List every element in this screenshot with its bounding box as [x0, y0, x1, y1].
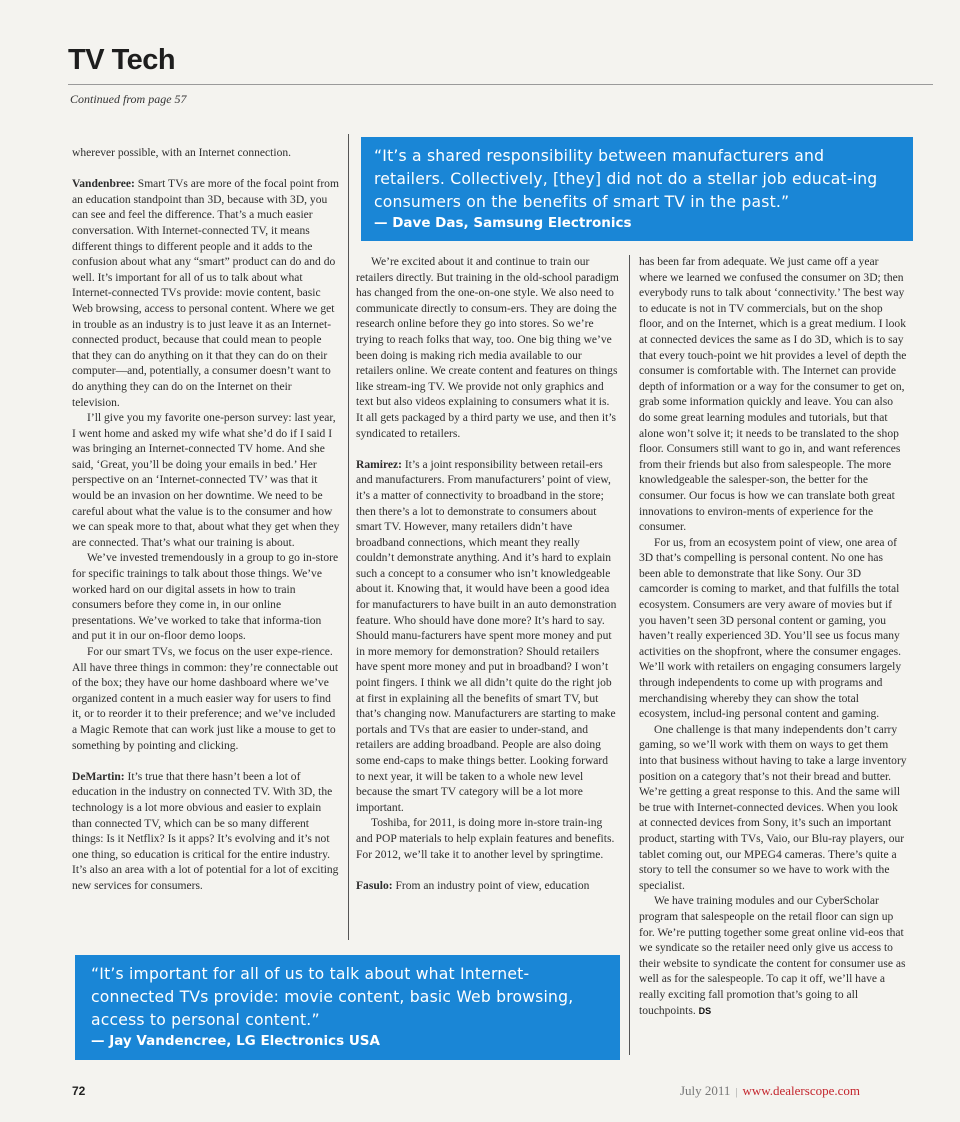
paragraph: has been far from adequate. We just came off a year where we learned we confused the consumer on 3D; then everybody runs to talk about ‘connectivity.’ The best way to educate is not in TV commercials, but on the shop floor, and on the Internet, which is a great medium. I look at connected devices the same as I do 3D, which is to say that every touch-point we hit provides a level of depth the consumer is comfortable with. The Internet can provide depth of information or a way for the consumer to get on, grab some information quickly and leave. You can also do some great learning modules and tutorials, but that alone won’t solve it; it needs to be translated to the shop floor. Consumers still want to go in, and want references from their friends but also from salespeople. The more knowledgeable the salesper-son, the better for the consumer. Our focus is how we can translate both great innovations to environ-ments of experience for the consumer. — [639, 256, 907, 534]
continued-note: Continued from page 57 — [70, 92, 187, 106]
pull-quote-text: “It’s a shared responsibility between manufacturers and retailers. Collectively, [they] did not do a stellar job educat-ing consumers on the benefits of smart TV in the past.” — [374, 147, 878, 211]
website-link[interactable]: www.dealerscope.com — [742, 1083, 860, 1098]
issue-date: July 2011 — [679, 1083, 731, 1098]
footer-info — [680, 1083, 860, 1099]
article-column-1 — [72, 146, 340, 895]
pull-quote-text: “It’s important for all of us to talk about what Internet-connected TVs provide: movie content, basic Web browsing, access to personal content.” — [91, 965, 574, 1029]
paragraph-text: It’s a joint responsibility between retail-ers and manufacturers. From manufacturers’ point of view, it’s a matter of connectivity to broadband in the store; then there’s a lot to demonstrate to consumers about smart TV. However, many retailers didn’t have broadband connections, which meant they really couldn’t demonstrate anything. And it’s hard to explain such a concept to a consumer who isn’t knowledgeable about it. Knowing that, it would have been a good idea for manufacturers to have built in an auto demonstration feature. Who should have done more? It’s hard to say. Should manu-facturers have spent more money and put in more memory for demonstration? Should retailers have spent more money and put in broadband? I won’t point fingers. I think we all didn’t quite do the right job at first in explaining all the benefits of smart TV, but that’s changing now. Manufacturers are starting to make portals and TVs that are easier to under-stand, and retailers are adding broadband. People are also doing some end-caps to make things better. Looking forward to next year, it will be taken to a whole new level because the smart TV category will be a lot more important. — [356, 458, 617, 814]
speaker-name: Fasulo: — [356, 879, 393, 892]
paragraph: We’re excited about it and continue to train our retailers directly. But training in the old-school paradigm has changed from the one-on-one style. We also need to communicate directly to consum-ers. They are doing the research online before they go into stores. So we’re trying to reach folks that way, too. One big thing we’ve been doing is making rich media available to our retailers online. We create content and features on things like stream-ing TV. We provide not only graphics and text but also videos explaining to consumers what it is. It all gets packaged by a third party we use, and then it’s syndicated to retailers. — [356, 256, 619, 440]
paragraph: wherever possible, with an Internet connection. — [72, 147, 291, 159]
speaker-name: DeMartin: — [72, 770, 125, 783]
paragraph-text: We have training modules and our CyberScholar program that salespeople on the retail floor can sign up for. We’re putting together some great online vid-eos that we syndicate so the retailer need only give us access to their website to syndicate the content for consumer use as well as for the salespeople. To cap it off, we’ll have a really exciting fall promotion that’s going to all touchpoints. — [639, 895, 906, 1017]
paragraph — [72, 177, 340, 411]
paragraph-text: It’s true that there hasn’t been a lot of education in the industry on connected TV. With 3D, the technology is a lot more obvious and easier to explain than connected TV, which can be so many different things: Is it Netflix? Is it apps? It’s evolving and it’s not one thing, so education is critical for the entire industry. It’s also an area with a lot of potential for a lot of exciting new services for consumers. — [72, 770, 339, 892]
paragraph — [639, 894, 907, 1019]
title-rule — [68, 84, 933, 85]
article-column-2 — [356, 255, 619, 894]
pull-quote-bottom — [75, 955, 620, 1060]
speaker-name: Vandenbree: — [72, 178, 135, 191]
paragraph: Toshiba, for 2011, is doing more in-store train-ing and POP materials to help explain features and benefits. For 2012, we’ll take it to another level by springtime. — [356, 817, 615, 861]
paragraph: We’ve invested tremendously in a group to go in-store for specific trainings to talk about those things. We’ve worked hard on our digital assets in how to train consumers before they come in, in our online presentations. We’ve worked to take that informa-tion and put it in our on-floor demo loops. — [72, 552, 339, 643]
paragraph — [72, 770, 340, 895]
speaker-name: Ramirez: — [356, 458, 402, 471]
column-rule-right — [629, 255, 630, 1055]
pull-quote-top — [361, 137, 913, 241]
paragraph: For our smart TVs, we focus on the user expe-rience. All have three things in common: they’re connectable out of the box; they have our home dashboard where we’ve organized content in a much easier way for users to find it, or to reorder it to their preference; and we’ve included a Magic Remote that can work just like a mouse to get to something by pointing and clicking. — [72, 646, 339, 752]
paragraph: For us, from an ecosystem point of view, one area of 3D that’s compelling is personal content. No one has been able to demonstrate that like Sony. Our 3D camcorder is coming to market, and that fulfills the total ecosystem. Consumers are very aware of movies but if you haven’t seen 3D personal content or gaming, you haven’t really experienced 3D. You’ll see us focus many activities on the shopfront, where the consumer engages. We’ll work with retailers on engaging consumers largely through independents to come up with programs and merchandising whereby they can show the total ecosystem, includ-ing personal content and gaming. — [639, 536, 902, 721]
section-title: TV Tech — [68, 44, 176, 76]
end-mark: DS — [698, 1005, 712, 1016]
pull-quote-attribution: — Dave Das, Samsung Electronics — [374, 215, 632, 231]
article-column-3 — [639, 255, 907, 1019]
column-rule-left — [348, 134, 349, 940]
paragraph-text: From an industry point of view, education — [392, 879, 590, 892]
paragraph-text: Smart TVs are more of the focal point from an education standpoint than 3D, because with 3D, you can see and feel the difference. That’s a much easier conversation. With Internet-connected TV, it means different things to different people and it adds to the confusion about what any “smart” product can do and do well. It’s important for all of us to talk about what Internet-connected TVs provide: movie content, basic Web browsing, access to personal content. Where we get in trouble as an industry is to just leave it as an Internet-connected product, because that could mean to people that they can do anything on it that they can do on their computer—and, potentially, a consumer doesn’t want to do anything they can do on the Internet on their television. — [72, 178, 339, 409]
paragraph — [356, 879, 619, 895]
page-number: 72 — [72, 1084, 86, 1098]
pull-quote-attribution: — Jay Vandencree, LG Electronics USA — [91, 1033, 380, 1049]
paragraph: I’ll give you my favorite one-person survey: last year, I went home and asked my wife what she’d do if I said I was bringing an Internet-connected TV home. And she said, ‘Great, you’ll be doing your emails in bed.’ Her perspective on an ‘Internet-connected TV’ was that it would be an invasion on her downtime. We need to be careful about what the value is to the consumer and how we can speak more to that, about what they get when they are connected. That’s what our training is about. — [72, 412, 340, 549]
paragraph — [356, 458, 619, 817]
paragraph: One challenge is that many independents don’t carry gaming, so we’ll work with them on ways to get them into that business without having to take a large inventory position on a category that’s not their bread and butter. We’re getting a great response to this. And the same will be true with Internet-connected devices. When you look at connected devices from Sony, it’s such an important product, starting with TVs, Vaio, our Blu-ray players, our tablet coming out, our MPEG4 cameras. There’s quite a story to tell the consumer so we have to work with the specialist. — [639, 723, 907, 892]
footer-separator: | — [735, 1087, 738, 1098]
